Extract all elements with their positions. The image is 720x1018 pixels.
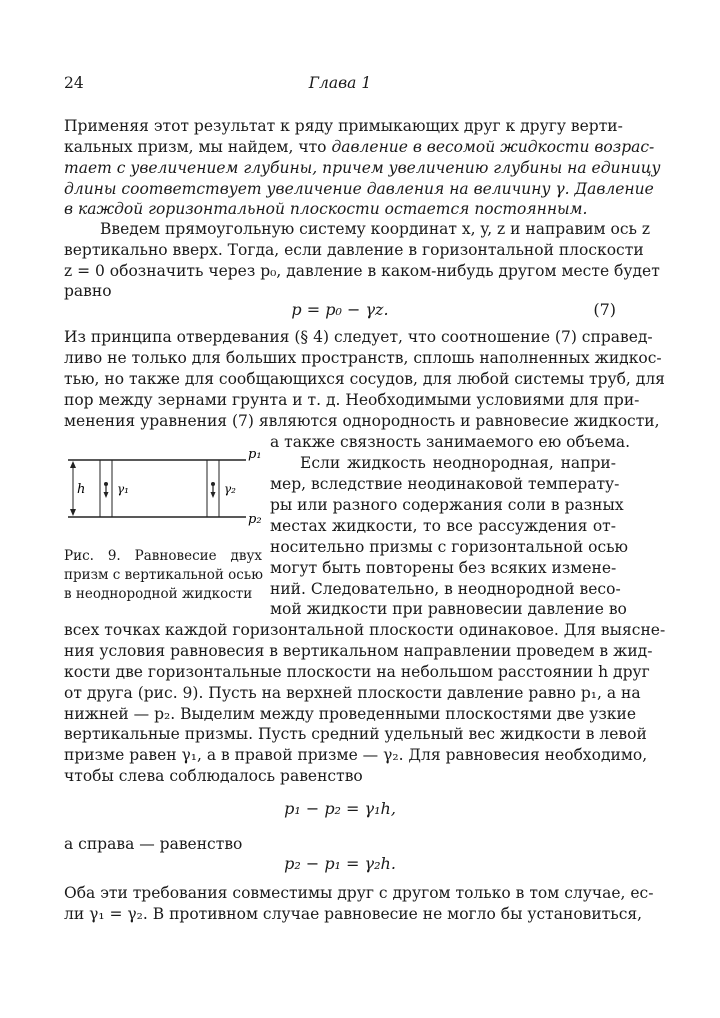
text-line: менения уравнения (7) являются однородность и равновесие жидкости, — [64, 412, 660, 430]
gravity-arrow-icon — [104, 492, 109, 498]
text-line: а также связность занимаемого ею объема. — [270, 433, 631, 451]
equation-left: p₁ − p₂ = γ₁h, — [284, 799, 396, 818]
text-line: носительно призмы с горизонтальной осью — [270, 538, 629, 556]
arrow-up-icon — [70, 461, 76, 468]
text-line: призме равен γ₁, а в правой призме — γ₂. Для равновесия необходимо, — [64, 746, 648, 764]
text-line: тью, но также для сообщающихся сосудов, для любой системы труб, для — [64, 370, 665, 388]
text-line: вертикальные призмы. Пусть средний удельный вес жидкости в левой — [64, 725, 647, 743]
text-line: в каждой горизонтальной плоскости остается постоянным. — [64, 200, 588, 218]
label-gamma1: γ₁ — [117, 482, 129, 496]
text-line: мер, вследствие неодинаковой температу- — [270, 475, 620, 493]
arrow-down-icon — [70, 509, 76, 516]
text-line: тает с увеличением глубины, причем увеличению глубины на единицу — [64, 159, 661, 177]
text-line: кости две горизонтальные плоскости на небольшом расстоянии h друг — [64, 663, 650, 681]
text-line: местах жидкости, то все рассуждения от- — [270, 517, 616, 535]
figure-caption-line: призм с вертикальной осью — [64, 567, 263, 583]
text-line — [64, 137, 655, 158]
text-line: пор между зернами грунта и т. д. Необходимыми условиями для при- — [64, 391, 640, 409]
text-line: от друга (рис. 9). Пусть на верхней плоскости давление равно p₁, а на — [64, 684, 641, 702]
text-line: Из принципа отвердевания (§ 4) следует, что соотношение (7) справед- — [64, 328, 653, 346]
equation-number: (7) — [593, 300, 616, 319]
figure-caption-line: Рис. 9. Равновесие двух — [64, 548, 262, 564]
text-line: Применяя этот результат к ряду примыкающих друг к другу верти- — [64, 117, 623, 135]
weight-dot-icon — [211, 482, 215, 486]
figure-9 — [60, 448, 270, 530]
page-header — [64, 74, 616, 98]
weight-dot-icon — [104, 482, 108, 486]
page-number: 24 — [64, 74, 84, 92]
label-p1: p₁ — [248, 448, 262, 462]
label-p2: p₂ — [248, 512, 262, 527]
text-line: ния условия равновесия в вертикальном направлении проведем в жид- — [64, 642, 653, 660]
text-line: ли γ₁ = γ₂. В противном случае равновесие не могло бы установиться, — [64, 905, 643, 923]
text-line: нижней — p₂. Выделим между проведенными плоскостями две узкие — [64, 705, 636, 723]
text-line: Если жидкость неоднородная, напри- — [300, 454, 616, 472]
text-line: вертикально вверх. Тогда, если давление в горизонтальной плоскости — [64, 241, 644, 259]
text-line: мой жидкости при равновесии давление во — [270, 600, 627, 618]
figure-caption-line: в неоднородной жидкости — [64, 586, 253, 602]
text-line: ры или разного содержания соли в разных — [270, 496, 624, 514]
text-line: ний. Следовательно, в неоднородной весо- — [270, 580, 621, 598]
text-line: чтобы слева соблюдалось равенство — [64, 767, 363, 785]
text-line: а справа — равенство — [64, 835, 243, 853]
chapter-title: Глава 1 — [308, 74, 372, 92]
text-line: Оба эти требования совместимы друг с другом только в том случае, ес- — [64, 884, 654, 902]
label-h: h — [77, 482, 86, 497]
text-line: z = 0 обозначить через p₀, давление в каком-нибудь другом месте будет — [64, 262, 660, 280]
equation-right: p₂ − p₁ = γ₂h. — [284, 854, 396, 873]
text-line: могут быть повторены без всяких измене- — [270, 559, 617, 577]
text-line: всех точках каждой горизонтальной плоскости одинаковое. Для выясне- — [64, 621, 666, 639]
text-line: Введем прямоугольную систему координат x, y, z и направим ось z — [100, 220, 651, 238]
text-line: длины соответствует увеличение давления на величину γ. Давление — [64, 180, 654, 198]
text-line: ливо не только для больших пространств, сплошь наполненных жидкос- — [64, 349, 662, 367]
text-span: кальных призм, мы найдем, что — [64, 138, 332, 156]
italic-span: давление в весомой жидкости возрас- — [331, 138, 655, 156]
gravity-arrow-icon — [211, 492, 216, 498]
label-gamma2: γ₂ — [224, 482, 236, 496]
text-line: равно — [64, 282, 112, 300]
equation-7: p = p₀ − γz. — [291, 300, 389, 319]
